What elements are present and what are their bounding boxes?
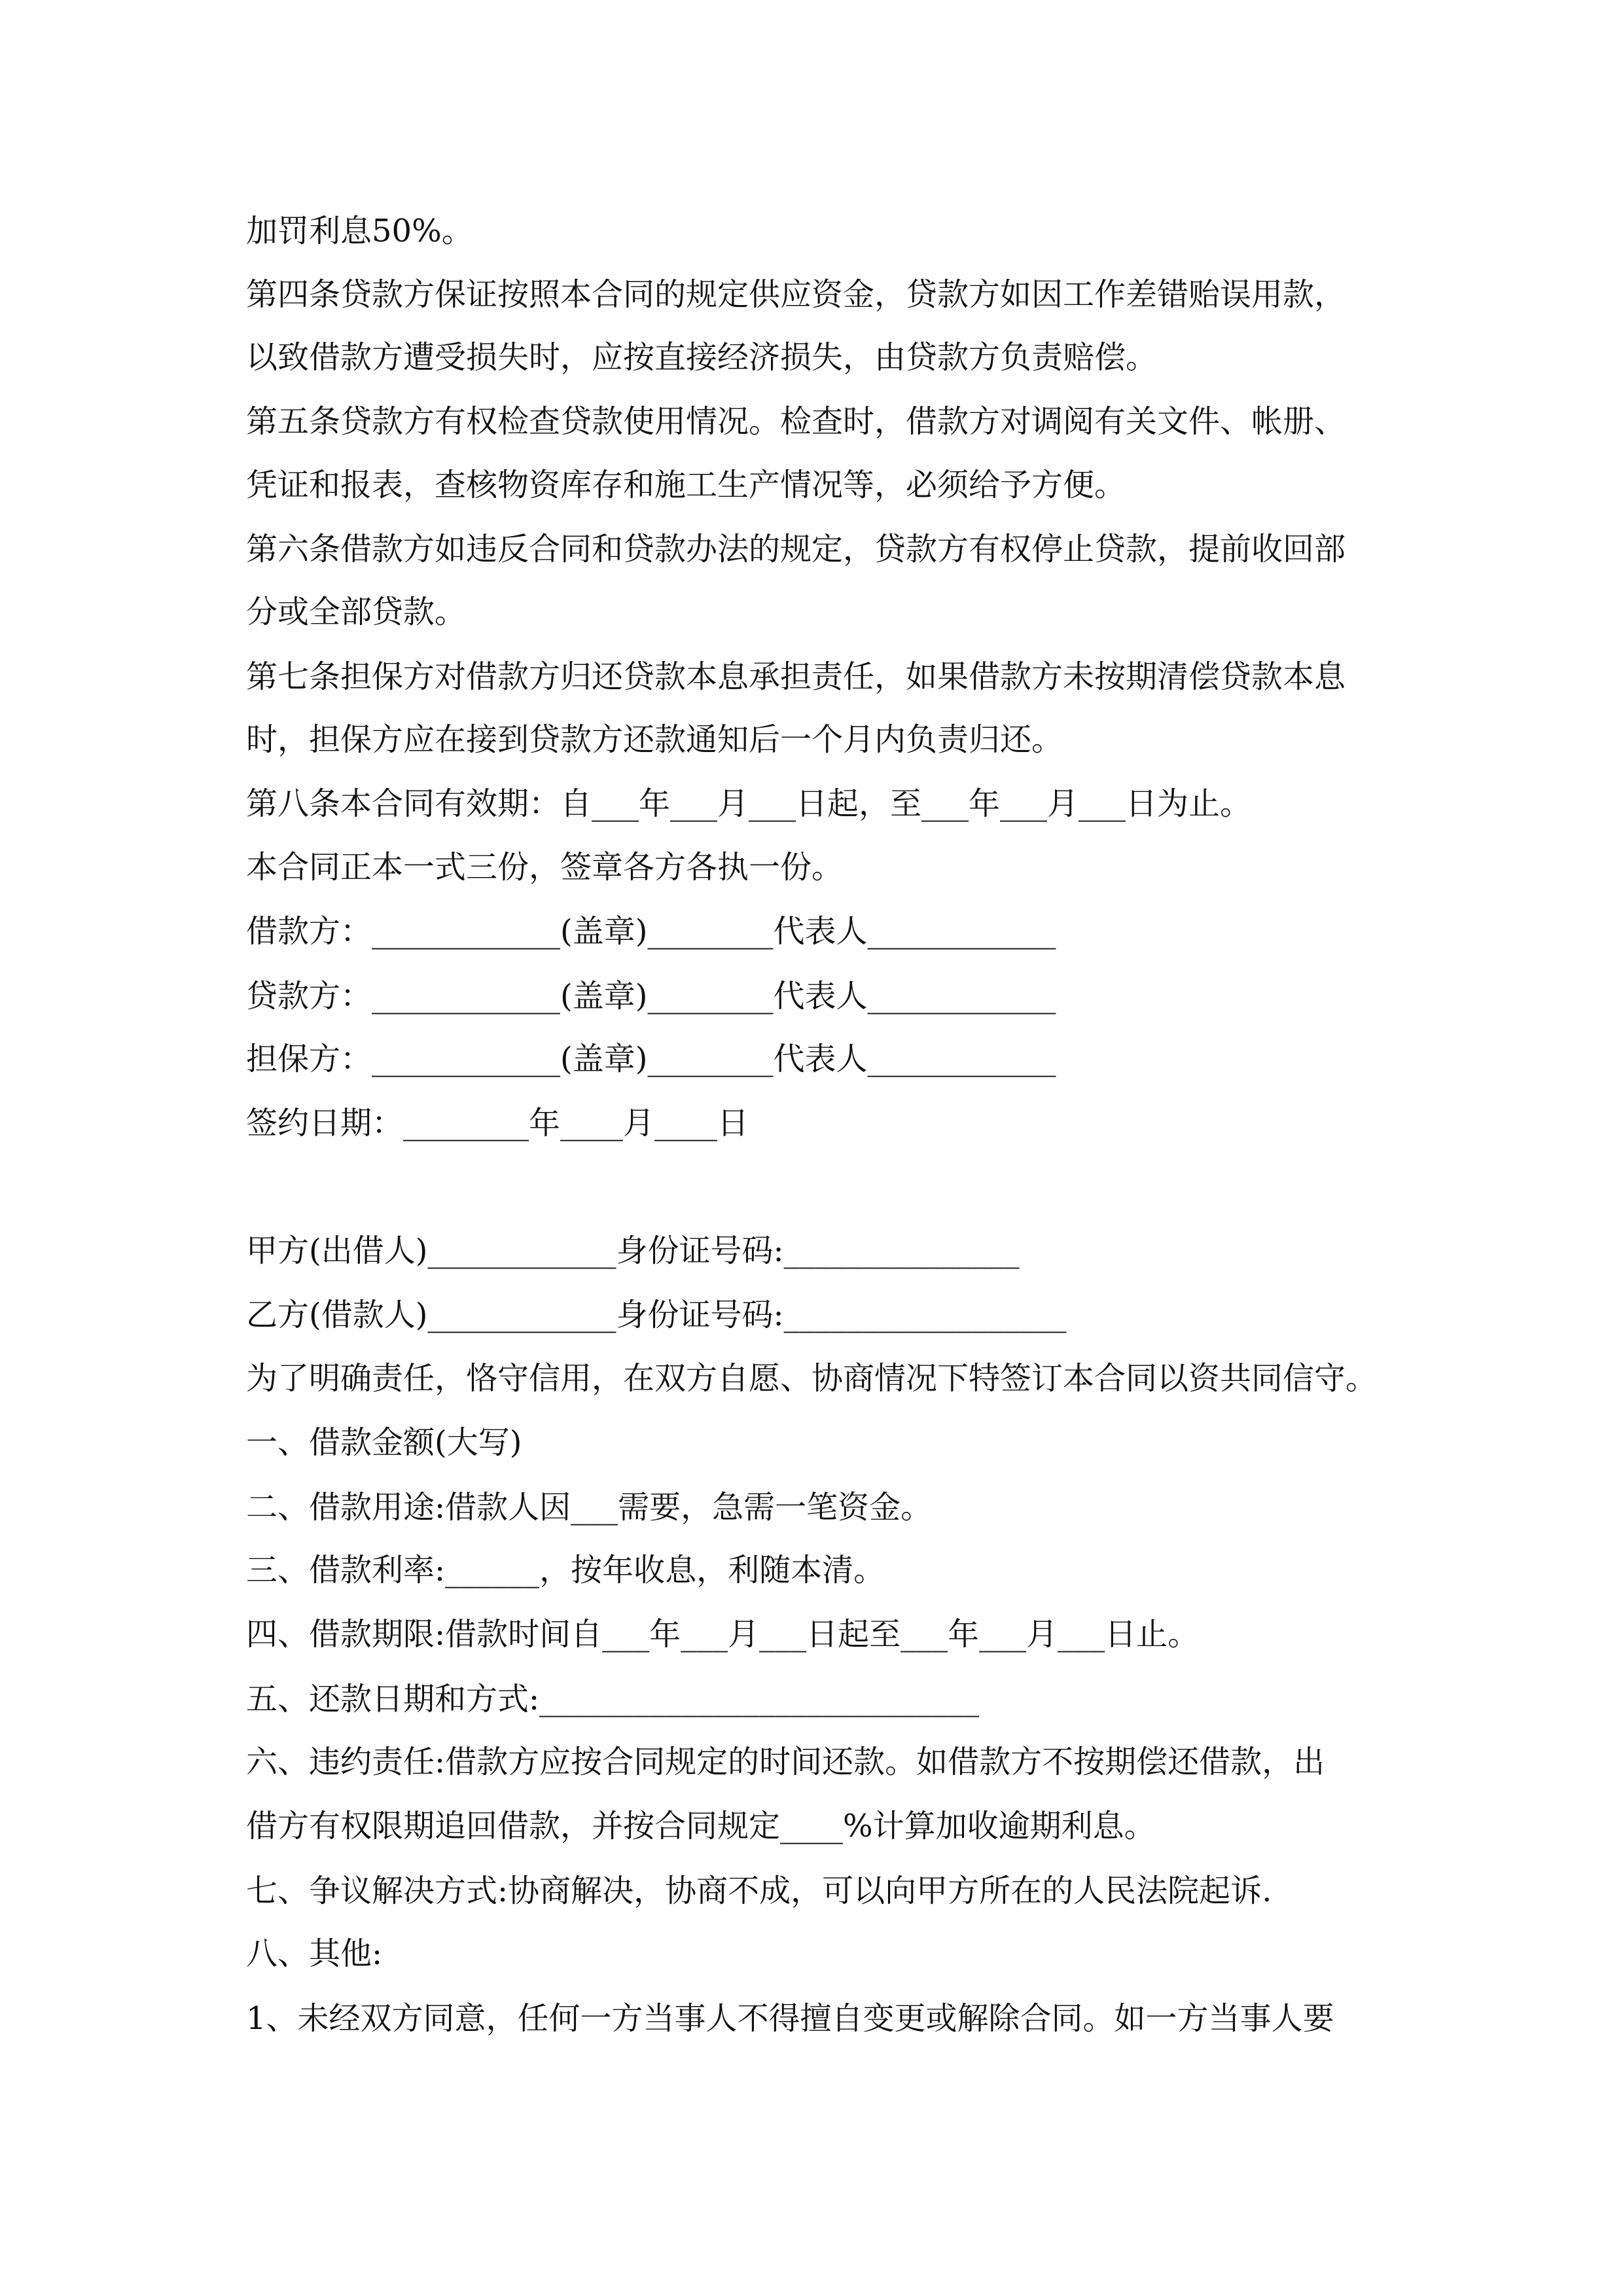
clause-text: 加罚利息50%。 <box>246 213 473 249</box>
signing-date-line: 签约日期：________年____月____日 <box>246 1105 749 1141</box>
item-3-rate: 三、借款利率:______，按年收息，利随本清。 <box>246 1552 885 1588</box>
item-2-purpose: 二、借款用途:借款人因___需要，急需一笔资金。 <box>246 1489 933 1526</box>
clause-7-text: 时，担保方应在接到贷款方还款通知后一个月内负责归还。 <box>246 721 1063 758</box>
clause-6-text: 第六条借款方如违反合同和贷款办法的规定，贷款方有权停止贷款，提前收回部 <box>246 531 1346 567</box>
item-4-term: 四、借款期限:借款时间自___年___月___日起至___年___月___日止。 <box>246 1616 1200 1653</box>
lender-signature-line: 贷款方：____________(盖章)________代表人____________ <box>246 978 1056 1014</box>
clause-5-text: 凭证和报表，查核物资库存和施工生产情况等，必须给予方便。 <box>246 467 1126 503</box>
item-1-amount: 一、借款金额(大写) <box>246 1424 522 1461</box>
clause-4-text: 第四条贷款方保证按照本合同的规定供应资金，贷款方如因工作差错贻误用款， <box>246 276 1346 313</box>
clause-7-text: 第七条担保方对借款方归还贷款本息承担责任，如果借款方未按期清偿贷款本息 <box>246 658 1346 695</box>
item-6-liability: 六、违约责任:借款方应按合同规定的时间还款。如借款方不按期偿还借款，出 <box>246 1744 1325 1780</box>
clause-8-validity: 第八条本合同有效期：自___年___月___日起，至___年___月___日为止。 <box>246 785 1252 822</box>
party-b-line: 乙方(借款人)____________身份证号码:__________________ <box>246 1297 1067 1333</box>
clause-5-text: 第五条贷款方有权检查贷款使用情况。检查时，借款方对调阅有关文件、帐册、 <box>246 403 1346 440</box>
item-8-other: 八、其他: <box>246 1935 383 1972</box>
clause-6-text: 分或全部贷款。 <box>246 594 467 630</box>
copies-text: 本合同正本一式三份，签章各方各执一份。 <box>246 849 844 886</box>
clause-4-text: 以致借款方遭受损失时，应按直接经济损失，由贷款方负责赔偿。 <box>246 339 1158 376</box>
item-5-repayment: 五、还款日期和方式:____________________________ <box>246 1681 980 1717</box>
party-a-line: 甲方(出借人)____________身份证号码:_______________ <box>246 1232 1020 1269</box>
borrower-signature-line: 借款方：____________(盖章)________代表人____________ <box>246 913 1056 950</box>
preamble-text: 为了明确责任，恪守信用，在双方自愿、协商情况下特签订本合同以资共同信守。 <box>246 1360 1378 1397</box>
item-7-dispute: 七、争议解决方式:协商解决，协商不成，可以向甲方所在的人民法院起诉. <box>246 1873 1272 1909</box>
item-6-liability: 借方有权限期追回借款，并按合同规定____%计算加收逾期利息。 <box>246 1808 1156 1844</box>
guarantor-signature-line: 担保方：____________(盖章)________代表人____________ <box>246 1041 1056 1077</box>
item-8-1-text: 1、未经双方同意，任何一方当事人不得擅自变更或解除合同。如一方当事人要 <box>246 2000 1334 2037</box>
